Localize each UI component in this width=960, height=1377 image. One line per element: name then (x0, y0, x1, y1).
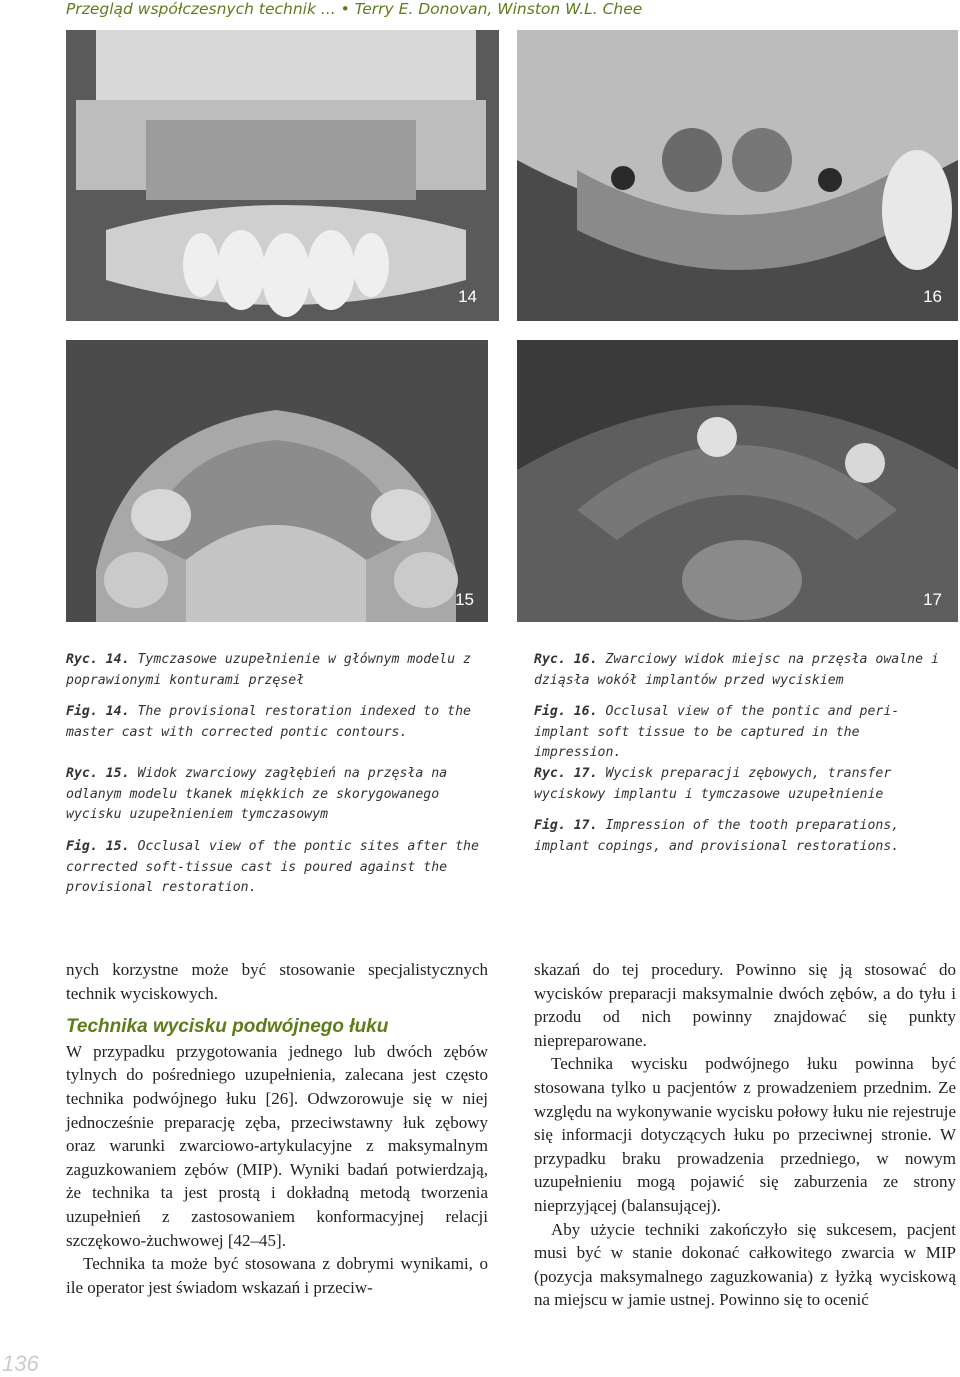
paragraph: Aby użycie techniki zakończyło się sukcesem, pacjent musi być w stanie dokonać całkowitego zwarcia w MIP (pozycja maksymalnego zaguzkowania) z łyżką wyciskową na miejscu w jamie ustnej. Powinno się to ocenić (534, 1219, 956, 1310)
paragraph: Technika ta może być stosowana z dobrymi wynikami, o ile operator jest świadom wskazań i przeciw- (66, 1254, 488, 1297)
running-header: Przegląd współczesnych technik ... • Terry E. Donovan, Winston W.L. Chee (66, 0, 643, 18)
section-heading: Technika wycisku podwójnego łuku (66, 1016, 389, 1038)
caption-15-en: Fig. 15. Occlusal view of the pontic sites after the corrected soft-tissue cast is poured against the provisional restoration. (66, 839, 479, 895)
caption-17-pl: Ryc. 17. Wycisk preparacji zębowych, transfer wyciskowy implantu i tymczasowe uzupełnienie (534, 766, 892, 802)
paragraph: nych korzystne może być stosowanie specjalistycznych technik wyciskowych. (66, 960, 488, 1003)
caption-16-en: Fig. 16. Occlusal view of the pontic and peri-implant soft tissue to be captured in the impression. (534, 704, 900, 760)
caption-16-pl: Ryc. 16. Zwarciowy widok miejsc na przęsła owalne i dziąsła wokół implantów przed wyciskiem (534, 652, 939, 688)
figure-17-photo (517, 340, 958, 622)
figure-15-photo (66, 340, 488, 622)
caption-14-en: Fig. 14. The provisional restoration indexed to the master cast with corrected pontic contours. (66, 704, 471, 740)
paragraph: W przypadku przygotowania jednego lub dwóch zębów tylnych do pośredniego uzupełnienia, zalecana jest często technika podwójnego łuku [26]. Odwzorowuje się w niej jednocześnie preparację zęba, przeciwstawny łuk zębowy oraz warunki zwarciowo-artykulacyjne z maksymalnym zaguzkowaniem zębów (MIP). Wyniki badań potwierdzają, że technika ta jest prostą i dokładną metodą tworzenia uzupełnień z zastosowaniem konformacyjnej relacji szczękowo-żuchwowej [42–45]. (66, 1041, 488, 1250)
paragraph: Technika wycisku podwójnego łuku powinna być stosowana tylko u pacjentów z prowadzeniem przednim. Ze względu na wykonywanie wycisku połowy łuku nie rejestruje się informacji dotyczących łuku po przeciwnej stronie. W przypadku braku prowadzenia przedniego, w nowym uzupełnieniu mogą pojawić się zaburzenia ze strony nieprzyjącej (balansującej). (534, 1054, 956, 1215)
figure-16-photo (517, 30, 958, 321)
caption-14-pl: Ryc. 14. Tymczasowe uzupełnienie w głównym modelu z poprawionymi konturami przęseł (66, 652, 471, 688)
paragraph: skazań do tej procedury. Powinno się ją stosować do wycisków preparacji maksymalnie dwóch zębów, a do tyłu i przodu od nich powinny znajdować się punkty niepreparowane. (534, 960, 956, 1050)
figure-14-number: 14 (458, 287, 477, 306)
page-number: 136 (2, 1351, 39, 1376)
figure-15-number: 15 (455, 590, 474, 609)
figure-14-photo (66, 30, 499, 321)
caption-17-en: Fig. 17. Impression of the tooth preparations, implant copings, and provisional restorations. (534, 818, 900, 854)
figure-16-number: 16 (923, 287, 942, 306)
body-column-left (66, 958, 488, 1299)
figure-17-number: 17 (923, 590, 942, 609)
caption-15-pl: Ryc. 15. Widok zwarciowy zagłębień na przęsła na odlanym modelu tkanek miękkich ze skorygowanego wycisku uzupełnieniem tymczasowym (66, 766, 448, 822)
body-column-right (534, 958, 956, 1312)
